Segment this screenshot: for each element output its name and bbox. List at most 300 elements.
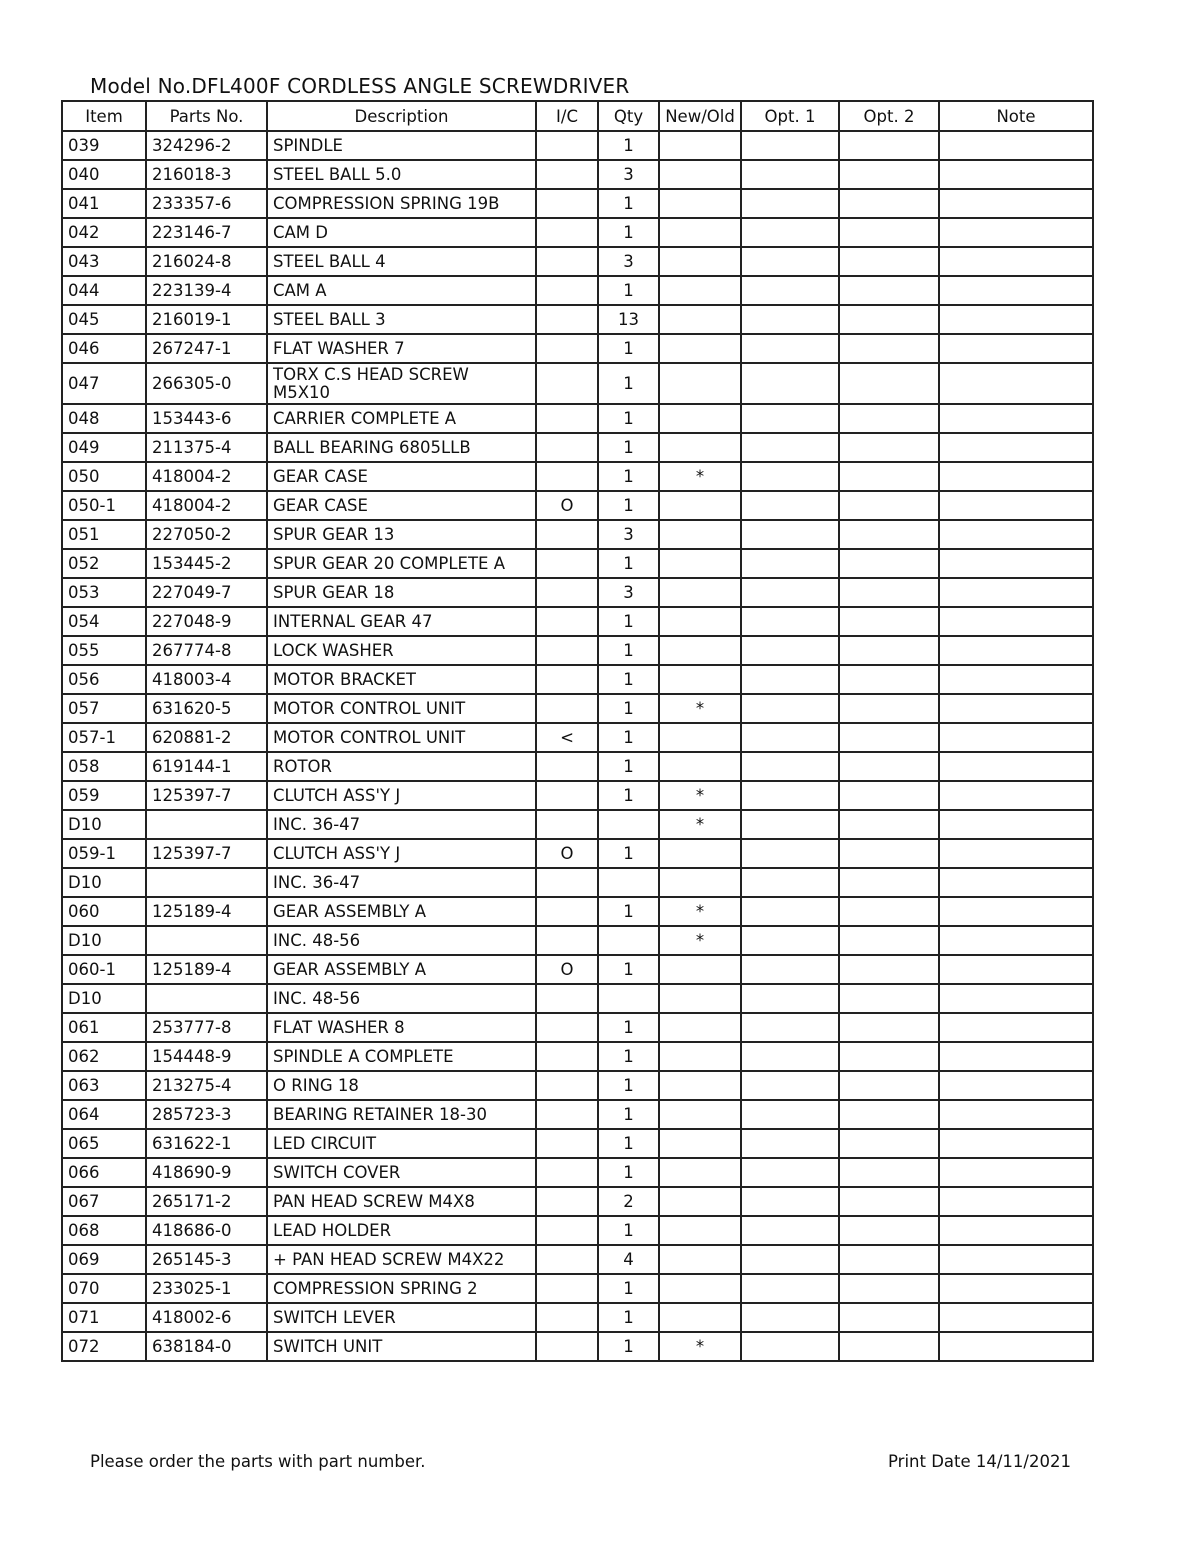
cell-new-old <box>659 1187 741 1216</box>
cell-note <box>939 1332 1093 1361</box>
cell-qty: 1 <box>598 334 659 363</box>
cell-new-old <box>659 1013 741 1042</box>
table-row <box>62 218 1093 247</box>
cell-description: CLUTCH ASS'Y J <box>267 781 536 810</box>
table-header-row <box>62 101 1093 131</box>
cell-note <box>939 1216 1093 1245</box>
cell-new-old <box>659 1303 741 1332</box>
table-row <box>62 131 1093 160</box>
cell-opt-2 <box>839 1129 939 1158</box>
cell-qty: 1 <box>598 1100 659 1129</box>
cell-opt-2 <box>839 694 939 723</box>
cell-qty: 1 <box>598 839 659 868</box>
cell-opt-1 <box>741 1187 839 1216</box>
cell-item: 053 <box>62 578 146 607</box>
cell-note <box>939 607 1093 636</box>
table-row <box>62 491 1093 520</box>
table-row <box>62 1158 1093 1187</box>
cell-ic <box>536 363 598 404</box>
cell-description: STEEL BALL 3 <box>267 305 536 334</box>
cell-new-old <box>659 1245 741 1274</box>
cell-parts-no: 125189-4 <box>146 955 267 984</box>
cell-parts-no <box>146 810 267 839</box>
cell-note <box>939 752 1093 781</box>
cell-opt-2 <box>839 868 939 897</box>
cell-parts-no: 213275-4 <box>146 1071 267 1100</box>
table-row <box>62 1071 1093 1100</box>
cell-new-old: * <box>659 1332 741 1361</box>
cell-item: 059-1 <box>62 839 146 868</box>
cell-new-old <box>659 752 741 781</box>
cell-ic: < <box>536 723 598 752</box>
cell-note <box>939 334 1093 363</box>
cell-opt-1 <box>741 1013 839 1042</box>
table-row <box>62 433 1093 462</box>
cell-new-old <box>659 868 741 897</box>
cell-opt-1 <box>741 810 839 839</box>
cell-qty <box>598 926 659 955</box>
cell-ic <box>536 1129 598 1158</box>
table-row <box>62 752 1093 781</box>
cell-qty: 1 <box>598 1129 659 1158</box>
cell-description: INC. 48-56 <box>267 926 536 955</box>
cell-ic <box>536 926 598 955</box>
table-row <box>62 1303 1093 1332</box>
cell-opt-1 <box>741 1274 839 1303</box>
cell-opt-2 <box>839 1332 939 1361</box>
cell-parts-no: 216018-3 <box>146 160 267 189</box>
cell-description: FLAT WASHER 8 <box>267 1013 536 1042</box>
cell-opt-1 <box>741 1245 839 1274</box>
cell-opt-1 <box>741 131 839 160</box>
cell-opt-1 <box>741 955 839 984</box>
cell-description: COMPRESSION SPRING 19B <box>267 189 536 218</box>
cell-opt-1 <box>741 868 839 897</box>
cell-description: SPUR GEAR 20 COMPLETE A <box>267 549 536 578</box>
cell-description: LOCK WASHER <box>267 636 536 665</box>
cell-qty: 4 <box>598 1245 659 1274</box>
cell-opt-1 <box>741 1100 839 1129</box>
cell-item: 051 <box>62 520 146 549</box>
cell-opt-2 <box>839 578 939 607</box>
cell-opt-2 <box>839 462 939 491</box>
cell-description: INC. 36-47 <box>267 868 536 897</box>
cell-item: 052 <box>62 549 146 578</box>
cell-note <box>939 189 1093 218</box>
cell-parts-no: 223139-4 <box>146 276 267 305</box>
cell-item: 060-1 <box>62 955 146 984</box>
cell-opt-2 <box>839 433 939 462</box>
cell-ic <box>536 1158 598 1187</box>
cell-note <box>939 160 1093 189</box>
cell-opt-2 <box>839 1216 939 1245</box>
cell-qty: 1 <box>598 1071 659 1100</box>
cell-ic <box>536 247 598 276</box>
cell-qty: 1 <box>598 404 659 433</box>
cell-note <box>939 1303 1093 1332</box>
cell-parts-no: 216024-8 <box>146 247 267 276</box>
table-row <box>62 578 1093 607</box>
cell-ic <box>536 1100 598 1129</box>
cell-parts-no: 153445-2 <box>146 549 267 578</box>
cell-item: 064 <box>62 1100 146 1129</box>
cell-qty: 1 <box>598 218 659 247</box>
col-header-description: Description <box>267 101 536 131</box>
table-row <box>62 694 1093 723</box>
cell-note <box>939 1245 1093 1274</box>
cell-opt-1 <box>741 636 839 665</box>
cell-item: 047 <box>62 363 146 404</box>
cell-ic <box>536 1187 598 1216</box>
cell-item: D10 <box>62 984 146 1013</box>
cell-description: COMPRESSION SPRING 2 <box>267 1274 536 1303</box>
cell-ic <box>536 897 598 926</box>
cell-qty: 1 <box>598 1303 659 1332</box>
cell-new-old <box>659 1158 741 1187</box>
cell-opt-2 <box>839 926 939 955</box>
cell-parts-no: 227048-9 <box>146 607 267 636</box>
cell-item: 045 <box>62 305 146 334</box>
cell-description: MOTOR CONTROL UNIT <box>267 694 536 723</box>
table-row <box>62 723 1093 752</box>
col-header-item: Item <box>62 101 146 131</box>
cell-note <box>939 578 1093 607</box>
table-row <box>62 1013 1093 1042</box>
cell-new-old <box>659 1071 741 1100</box>
table-row <box>62 334 1093 363</box>
cell-ic <box>536 694 598 723</box>
cell-new-old <box>659 247 741 276</box>
cell-new-old <box>659 636 741 665</box>
cell-description: MOTOR CONTROL UNIT <box>267 723 536 752</box>
cell-new-old: * <box>659 926 741 955</box>
table-row <box>62 897 1093 926</box>
cell-new-old <box>659 131 741 160</box>
cell-ic <box>536 1071 598 1100</box>
table-row <box>62 926 1093 955</box>
cell-qty: 1 <box>598 276 659 305</box>
cell-opt-1 <box>741 781 839 810</box>
cell-ic <box>536 752 598 781</box>
cell-qty: 1 <box>598 462 659 491</box>
table-row <box>62 462 1093 491</box>
table-row <box>62 160 1093 189</box>
cell-description: + PAN HEAD SCREW M4X22 <box>267 1245 536 1274</box>
cell-note <box>939 247 1093 276</box>
cell-opt-1 <box>741 1332 839 1361</box>
cell-item: 057-1 <box>62 723 146 752</box>
cell-parts-no: 267774-8 <box>146 636 267 665</box>
cell-opt-1 <box>741 752 839 781</box>
cell-new-old <box>659 578 741 607</box>
cell-description: INC. 36-47 <box>267 810 536 839</box>
cell-qty: 3 <box>598 160 659 189</box>
cell-qty: 1 <box>598 607 659 636</box>
col-header-opt-2: Opt. 2 <box>839 101 939 131</box>
cell-ic <box>536 781 598 810</box>
cell-opt-1 <box>741 897 839 926</box>
cell-ic <box>536 868 598 897</box>
cell-parts-no: 324296-2 <box>146 131 267 160</box>
cell-new-old <box>659 363 741 404</box>
cell-item: 043 <box>62 247 146 276</box>
table-body <box>62 131 1093 1361</box>
cell-new-old <box>659 491 741 520</box>
cell-qty: 1 <box>598 363 659 404</box>
cell-description: LEAD HOLDER <box>267 1216 536 1245</box>
cell-parts-no: 418003-4 <box>146 665 267 694</box>
cell-ic <box>536 276 598 305</box>
table-row <box>62 305 1093 334</box>
cell-qty <box>598 810 659 839</box>
cell-parts-no: 418004-2 <box>146 462 267 491</box>
cell-note <box>939 218 1093 247</box>
cell-opt-2 <box>839 1071 939 1100</box>
cell-ic <box>536 160 598 189</box>
cell-opt-1 <box>741 549 839 578</box>
cell-opt-2 <box>839 810 939 839</box>
cell-new-old <box>659 1042 741 1071</box>
table-row <box>62 781 1093 810</box>
cell-note <box>939 276 1093 305</box>
order-note: Please order the parts with part number. <box>90 1452 426 1471</box>
cell-new-old: * <box>659 781 741 810</box>
cell-new-old <box>659 1274 741 1303</box>
table-row <box>62 1274 1093 1303</box>
cell-opt-2 <box>839 1100 939 1129</box>
table-row <box>62 1216 1093 1245</box>
cell-note <box>939 1071 1093 1100</box>
cell-description: SPINDLE A COMPLETE <box>267 1042 536 1071</box>
cell-qty: 1 <box>598 781 659 810</box>
cell-opt-1 <box>741 462 839 491</box>
cell-note <box>939 955 1093 984</box>
cell-opt-1 <box>741 578 839 607</box>
cell-parts-no: 216019-1 <box>146 305 267 334</box>
table-row <box>62 839 1093 868</box>
cell-ic <box>536 1042 598 1071</box>
cell-opt-2 <box>839 636 939 665</box>
cell-description: INC. 48-56 <box>267 984 536 1013</box>
cell-new-old <box>659 433 741 462</box>
cell-new-old <box>659 520 741 549</box>
col-header-qty: Qty <box>598 101 659 131</box>
cell-note <box>939 404 1093 433</box>
table-row <box>62 984 1093 1013</box>
cell-description <box>267 363 536 404</box>
cell-opt-2 <box>839 839 939 868</box>
cell-qty: 1 <box>598 723 659 752</box>
cell-qty: 1 <box>598 491 659 520</box>
cell-description: STEEL BALL 5.0 <box>267 160 536 189</box>
cell-description: CARRIER COMPLETE A <box>267 404 536 433</box>
cell-opt-2 <box>839 334 939 363</box>
cell-ic <box>536 334 598 363</box>
table-row <box>62 1245 1093 1274</box>
cell-parts-no: 125189-4 <box>146 897 267 926</box>
cell-ic <box>536 520 598 549</box>
cell-description: SPINDLE <box>267 131 536 160</box>
cell-ic <box>536 218 598 247</box>
table-row <box>62 955 1093 984</box>
cell-note <box>939 1274 1093 1303</box>
table-row <box>62 520 1093 549</box>
cell-qty: 2 <box>598 1187 659 1216</box>
cell-ic <box>536 131 598 160</box>
cell-parts-no <box>146 868 267 897</box>
cell-description: SWITCH UNIT <box>267 1332 536 1361</box>
cell-parts-no: 619144-1 <box>146 752 267 781</box>
cell-new-old <box>659 218 741 247</box>
cell-opt-2 <box>839 955 939 984</box>
cell-opt-1 <box>741 694 839 723</box>
cell-item: D10 <box>62 926 146 955</box>
cell-note <box>939 926 1093 955</box>
cell-item: 061 <box>62 1013 146 1042</box>
cell-description: SPUR GEAR 13 <box>267 520 536 549</box>
cell-opt-2 <box>839 491 939 520</box>
cell-note <box>939 1158 1093 1187</box>
cell-opt-2 <box>839 1042 939 1071</box>
cell-opt-1 <box>741 723 839 752</box>
cell-description: CLUTCH ASS'Y J <box>267 839 536 868</box>
col-header-new-old: New/Old <box>659 101 741 131</box>
cell-note <box>939 694 1093 723</box>
cell-parts-no <box>146 926 267 955</box>
cell-new-old <box>659 1216 741 1245</box>
cell-parts-no: 267247-1 <box>146 334 267 363</box>
cell-note <box>939 549 1093 578</box>
cell-note <box>939 1042 1093 1071</box>
cell-note <box>939 839 1093 868</box>
cell-opt-2 <box>839 247 939 276</box>
table-row <box>62 636 1093 665</box>
cell-item: 070 <box>62 1274 146 1303</box>
cell-new-old: * <box>659 694 741 723</box>
cell-opt-1 <box>741 1129 839 1158</box>
cell-opt-2 <box>839 160 939 189</box>
table-row <box>62 1129 1093 1158</box>
cell-parts-no: 418690-9 <box>146 1158 267 1187</box>
table-row <box>62 868 1093 897</box>
cell-note <box>939 462 1093 491</box>
cell-parts-no: 266305-0 <box>146 363 267 404</box>
cell-ic <box>536 549 598 578</box>
cell-description: O RING 18 <box>267 1071 536 1100</box>
cell-opt-2 <box>839 723 939 752</box>
cell-new-old <box>659 607 741 636</box>
cell-opt-1 <box>741 218 839 247</box>
cell-qty: 1 <box>598 1042 659 1071</box>
cell-qty: 1 <box>598 1158 659 1187</box>
cell-ic <box>536 404 598 433</box>
cell-ic <box>536 1013 598 1042</box>
table-row <box>62 363 1093 404</box>
cell-item: 044 <box>62 276 146 305</box>
cell-ic <box>536 305 598 334</box>
cell-qty: 1 <box>598 955 659 984</box>
cell-opt-1 <box>741 665 839 694</box>
cell-opt-1 <box>741 189 839 218</box>
cell-note <box>939 868 1093 897</box>
cell-item: 048 <box>62 404 146 433</box>
cell-parts-no: 285723-3 <box>146 1100 267 1129</box>
cell-description: SPUR GEAR 18 <box>267 578 536 607</box>
cell-description: GEAR CASE <box>267 462 536 491</box>
cell-new-old: * <box>659 810 741 839</box>
table-row <box>62 404 1093 433</box>
cell-opt-2 <box>839 1245 939 1274</box>
cell-parts-no: 233025-1 <box>146 1274 267 1303</box>
cell-opt-2 <box>839 752 939 781</box>
cell-ic <box>536 189 598 218</box>
cell-opt-2 <box>839 1013 939 1042</box>
cell-note <box>939 363 1093 404</box>
cell-item: 063 <box>62 1071 146 1100</box>
cell-ic <box>536 1216 598 1245</box>
cell-ic: O <box>536 491 598 520</box>
cell-note <box>939 131 1093 160</box>
table-row <box>62 1042 1093 1071</box>
cell-ic <box>536 1245 598 1274</box>
cell-ic <box>536 607 598 636</box>
cell-ic <box>536 636 598 665</box>
cell-ic <box>536 665 598 694</box>
cell-new-old <box>659 1129 741 1158</box>
cell-opt-1 <box>741 276 839 305</box>
cell-description: LED CIRCUIT <box>267 1129 536 1158</box>
cell-opt-2 <box>839 1274 939 1303</box>
cell-item: 055 <box>62 636 146 665</box>
cell-opt-1 <box>741 363 839 404</box>
cell-description: CAM D <box>267 218 536 247</box>
cell-parts-no: 154448-9 <box>146 1042 267 1071</box>
cell-opt-1 <box>741 1216 839 1245</box>
cell-note <box>939 897 1093 926</box>
cell-opt-2 <box>839 665 939 694</box>
table-row <box>62 276 1093 305</box>
cell-ic <box>536 1274 598 1303</box>
cell-qty: 1 <box>598 1274 659 1303</box>
cell-note <box>939 984 1093 1013</box>
cell-opt-1 <box>741 1042 839 1071</box>
cell-ic <box>536 810 598 839</box>
cell-note <box>939 723 1093 752</box>
cell-opt-1 <box>741 404 839 433</box>
cell-ic <box>536 984 598 1013</box>
cell-new-old <box>659 549 741 578</box>
cell-parts-no: 223146-7 <box>146 218 267 247</box>
cell-ic: O <box>536 839 598 868</box>
cell-description: BALL BEARING 6805LLB <box>267 433 536 462</box>
cell-description: BEARING RETAINER 18-30 <box>267 1100 536 1129</box>
cell-item: 056 <box>62 665 146 694</box>
cell-qty: 1 <box>598 665 659 694</box>
cell-opt-2 <box>839 1303 939 1332</box>
cell-description: SWITCH LEVER <box>267 1303 536 1332</box>
cell-opt-1 <box>741 247 839 276</box>
cell-parts-no: 227050-2 <box>146 520 267 549</box>
cell-description: STEEL BALL 4 <box>267 247 536 276</box>
table-row <box>62 1100 1093 1129</box>
print-date: Print Date 14/11/2021 <box>888 1452 1071 1471</box>
cell-description: GEAR ASSEMBLY A <box>267 955 536 984</box>
cell-parts-no: 265145-3 <box>146 1245 267 1274</box>
table-row <box>62 189 1093 218</box>
cell-new-old: * <box>659 897 741 926</box>
cell-item: 050 <box>62 462 146 491</box>
cell-item: 067 <box>62 1187 146 1216</box>
